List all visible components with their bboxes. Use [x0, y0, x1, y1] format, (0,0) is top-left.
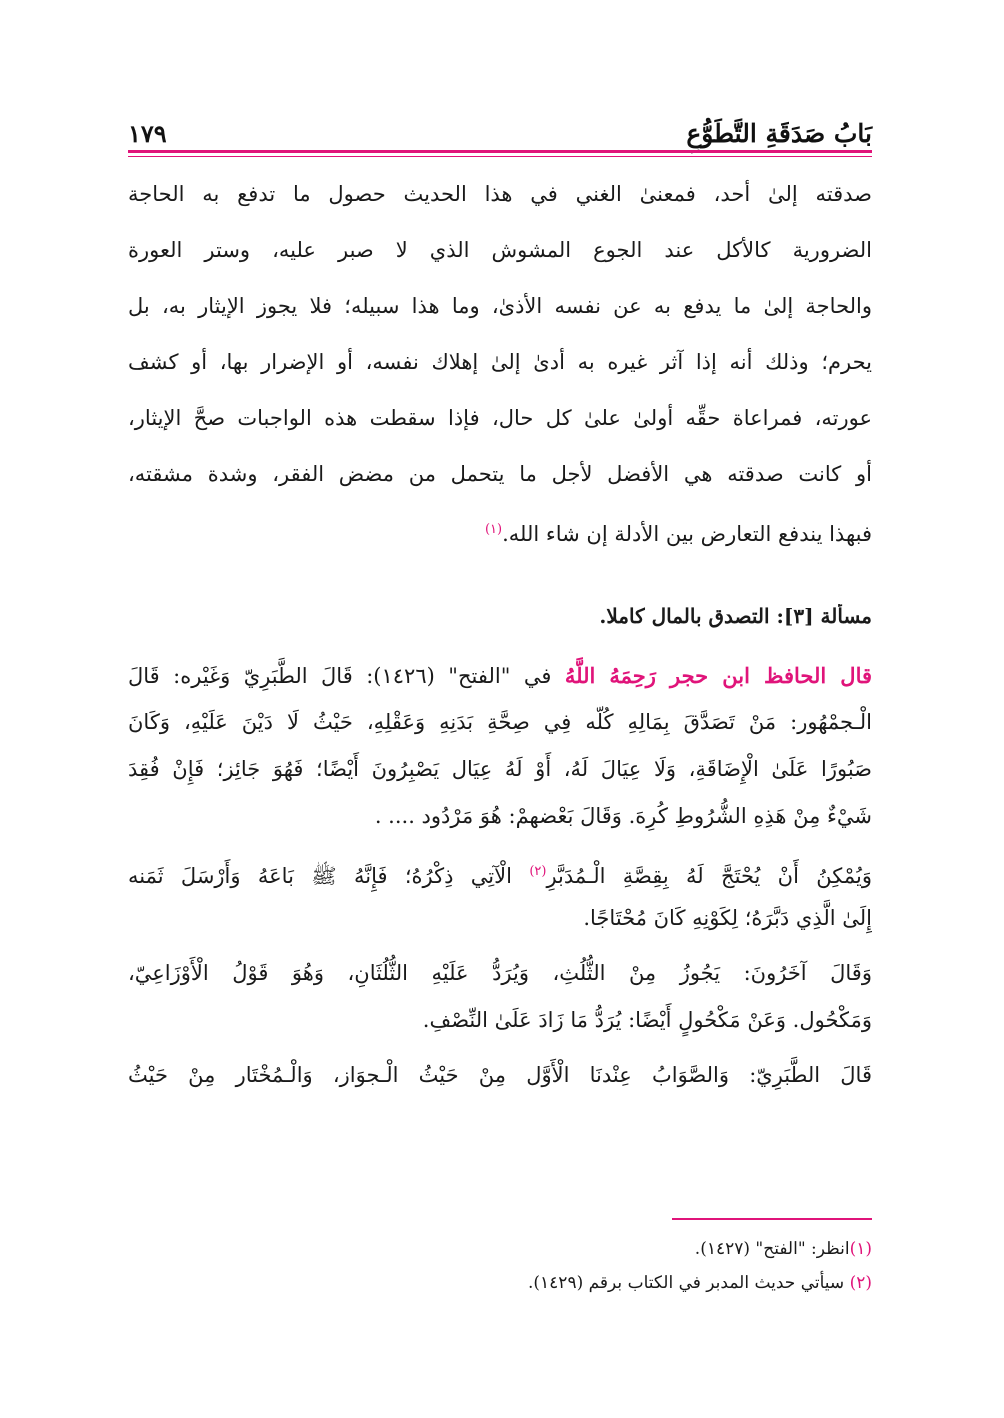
quote-block: [128, 652, 872, 1099]
text-line-content: فبهذا يندفع التعارض بين الأدلة إن شاء الله.: [502, 522, 872, 546]
text-line: عورته، فمراعاة حقِّه أولىٰ علىٰ كل حال، فإذا سقطت هذه الواجبات صحَّ الإيثار،: [128, 406, 872, 430]
text-line: أو كانت صدقته هي الأفضل لأجل ما يتحمل من مضض الفقر، وشدة مشقته،: [128, 462, 872, 486]
text-line: يحرم؛ وذلك أنه إذا آثر غيره به أدىٰ إلىٰ إهلاك نفسه، أو الإضرار بها، أو كشف: [128, 350, 872, 374]
quote-line-first: [128, 652, 872, 699]
footnote-text: انظر: "الفتح" (١٤٢٧).: [694, 1239, 850, 1259]
quote-line: قَالَ الطَّبَرِيّ: وَالصَّوَابُ عِنْدنَا الْأَوَّل مِنْ حَيْثُ الْـجوَاز، وَالْـمُخْتَار مِنْ حَيْثُ: [128, 1063, 872, 1087]
text-line: صدقته إلىٰ أحد، فمعنىٰ الغني في هذا الحديث حصول ما تدفع به الحاجة: [128, 182, 872, 206]
quote-line: شَيْءٌ مِنْ هَذِهِ الشُّرُوطِ كُرِهَ. وَقَالَ بَعْضهمْ: هُوَ مَرْدُود .... .: [374, 804, 872, 828]
paragraph-gap: [128, 942, 872, 950]
text-line: والحاجة إلىٰ ما يدفع به عن نفسه الأذىٰ، وما هذا سبيله؛ فلا يجوز الإيثار به، بل: [128, 294, 872, 318]
quote-text: في "الفتح" (١٤٢٦): قَالَ الطَّبَرِيّ وَغَيْره: قَالَ: [128, 664, 552, 688]
paragraph-gap: [128, 840, 872, 848]
footnote-text: سيأتي حديث المدبر في الكتاب برقم (١٤٢٩).: [528, 1273, 845, 1293]
text-line: الضرورية كالأكل عند الجوع المشوش الذي لا صبر عليه، وستر العورة: [128, 238, 872, 262]
quote-line: إِلَىٰ الَّذِي دَبَّرَهُ؛ لِكَوْنِهِ كَانَ مُحْتَاجًا.: [583, 906, 872, 930]
page-header: [128, 108, 872, 148]
footnotes: [128, 1232, 872, 1300]
footnote-number: (٢): [849, 1273, 872, 1293]
running-title: بَابُ صَدَقَةِ التَّطَوُّعِ: [686, 119, 872, 148]
speaker-name: قال الحافظ ابن حجر رَحِمَهُ اللَّهُ: [564, 663, 872, 688]
header-rule: [128, 150, 872, 153]
paragraph-gap: [128, 1044, 872, 1052]
quote-line: [128, 848, 872, 895]
footnote-ref-2[interactable]: (٢): [529, 864, 547, 879]
quote-line: وَقَالَ آخَرُونَ: يَجُوزُ مِنْ الثُّلُثِ، وَيُرَدُّ عَلَيْهِ الثُّلُثَانِ، وَهُوَ قَوْلُ الْأَوْزَاعِيّ،: [128, 961, 872, 985]
footnote-ref-1[interactable]: (١): [484, 522, 503, 537]
page-number: ١٧٩: [128, 119, 167, 148]
quote-line: وَمَكْحُول. وَعَنْ مَكْحُولٍ أَيْضًا: يُرَدُّ مَا زَادَ عَلَىٰ النِّصْفِ.: [422, 1008, 872, 1032]
footnote-2: [128, 1266, 872, 1300]
footnote-number: (١): [849, 1239, 872, 1259]
main-text: [128, 168, 872, 560]
footnote-rule: [672, 1218, 872, 1220]
paragraph: [128, 168, 872, 560]
quote-line: الْـجمْهُور: مَنْ تَصَدَّقَ بِمَالِهِ كُلّه فِي صِحَّةِ بَدَنِهِ وَعَقْلِهِ، حَيْثُ لَا دَيْنَ عَلَيْهِ، وَكَانَ: [128, 710, 872, 734]
quote-line: صَبُورًا عَلَىٰ الْإِضَاقَةِ، وَلَا عِيَالَ لَهُ، أَوْ لَهُ عِيَال يَصْبِرُونَ أَيْضًا؛ فَهُوَ جَائِز؛ فَإِنْ فُقِدَ: [128, 757, 872, 781]
quote-text: الْآتِي ذِكْرُهُ؛ فَإِنَّهُ ﷺ بَاعَهُ وَأَرْسَلَ ثَمَنه: [128, 864, 512, 888]
footnote-1: [128, 1232, 872, 1266]
quote-text: وَيُمْكِنُ أَنْ يُحْتَجَّ لَهُ بِقِصَّةِ الْـمُدَبَّرِ: [546, 864, 872, 888]
text-line-last: [128, 504, 872, 560]
section-heading: مسألة [٣]: التصدق بالمال كاملا.: [599, 604, 872, 628]
header-rule-thin: [128, 156, 872, 157]
